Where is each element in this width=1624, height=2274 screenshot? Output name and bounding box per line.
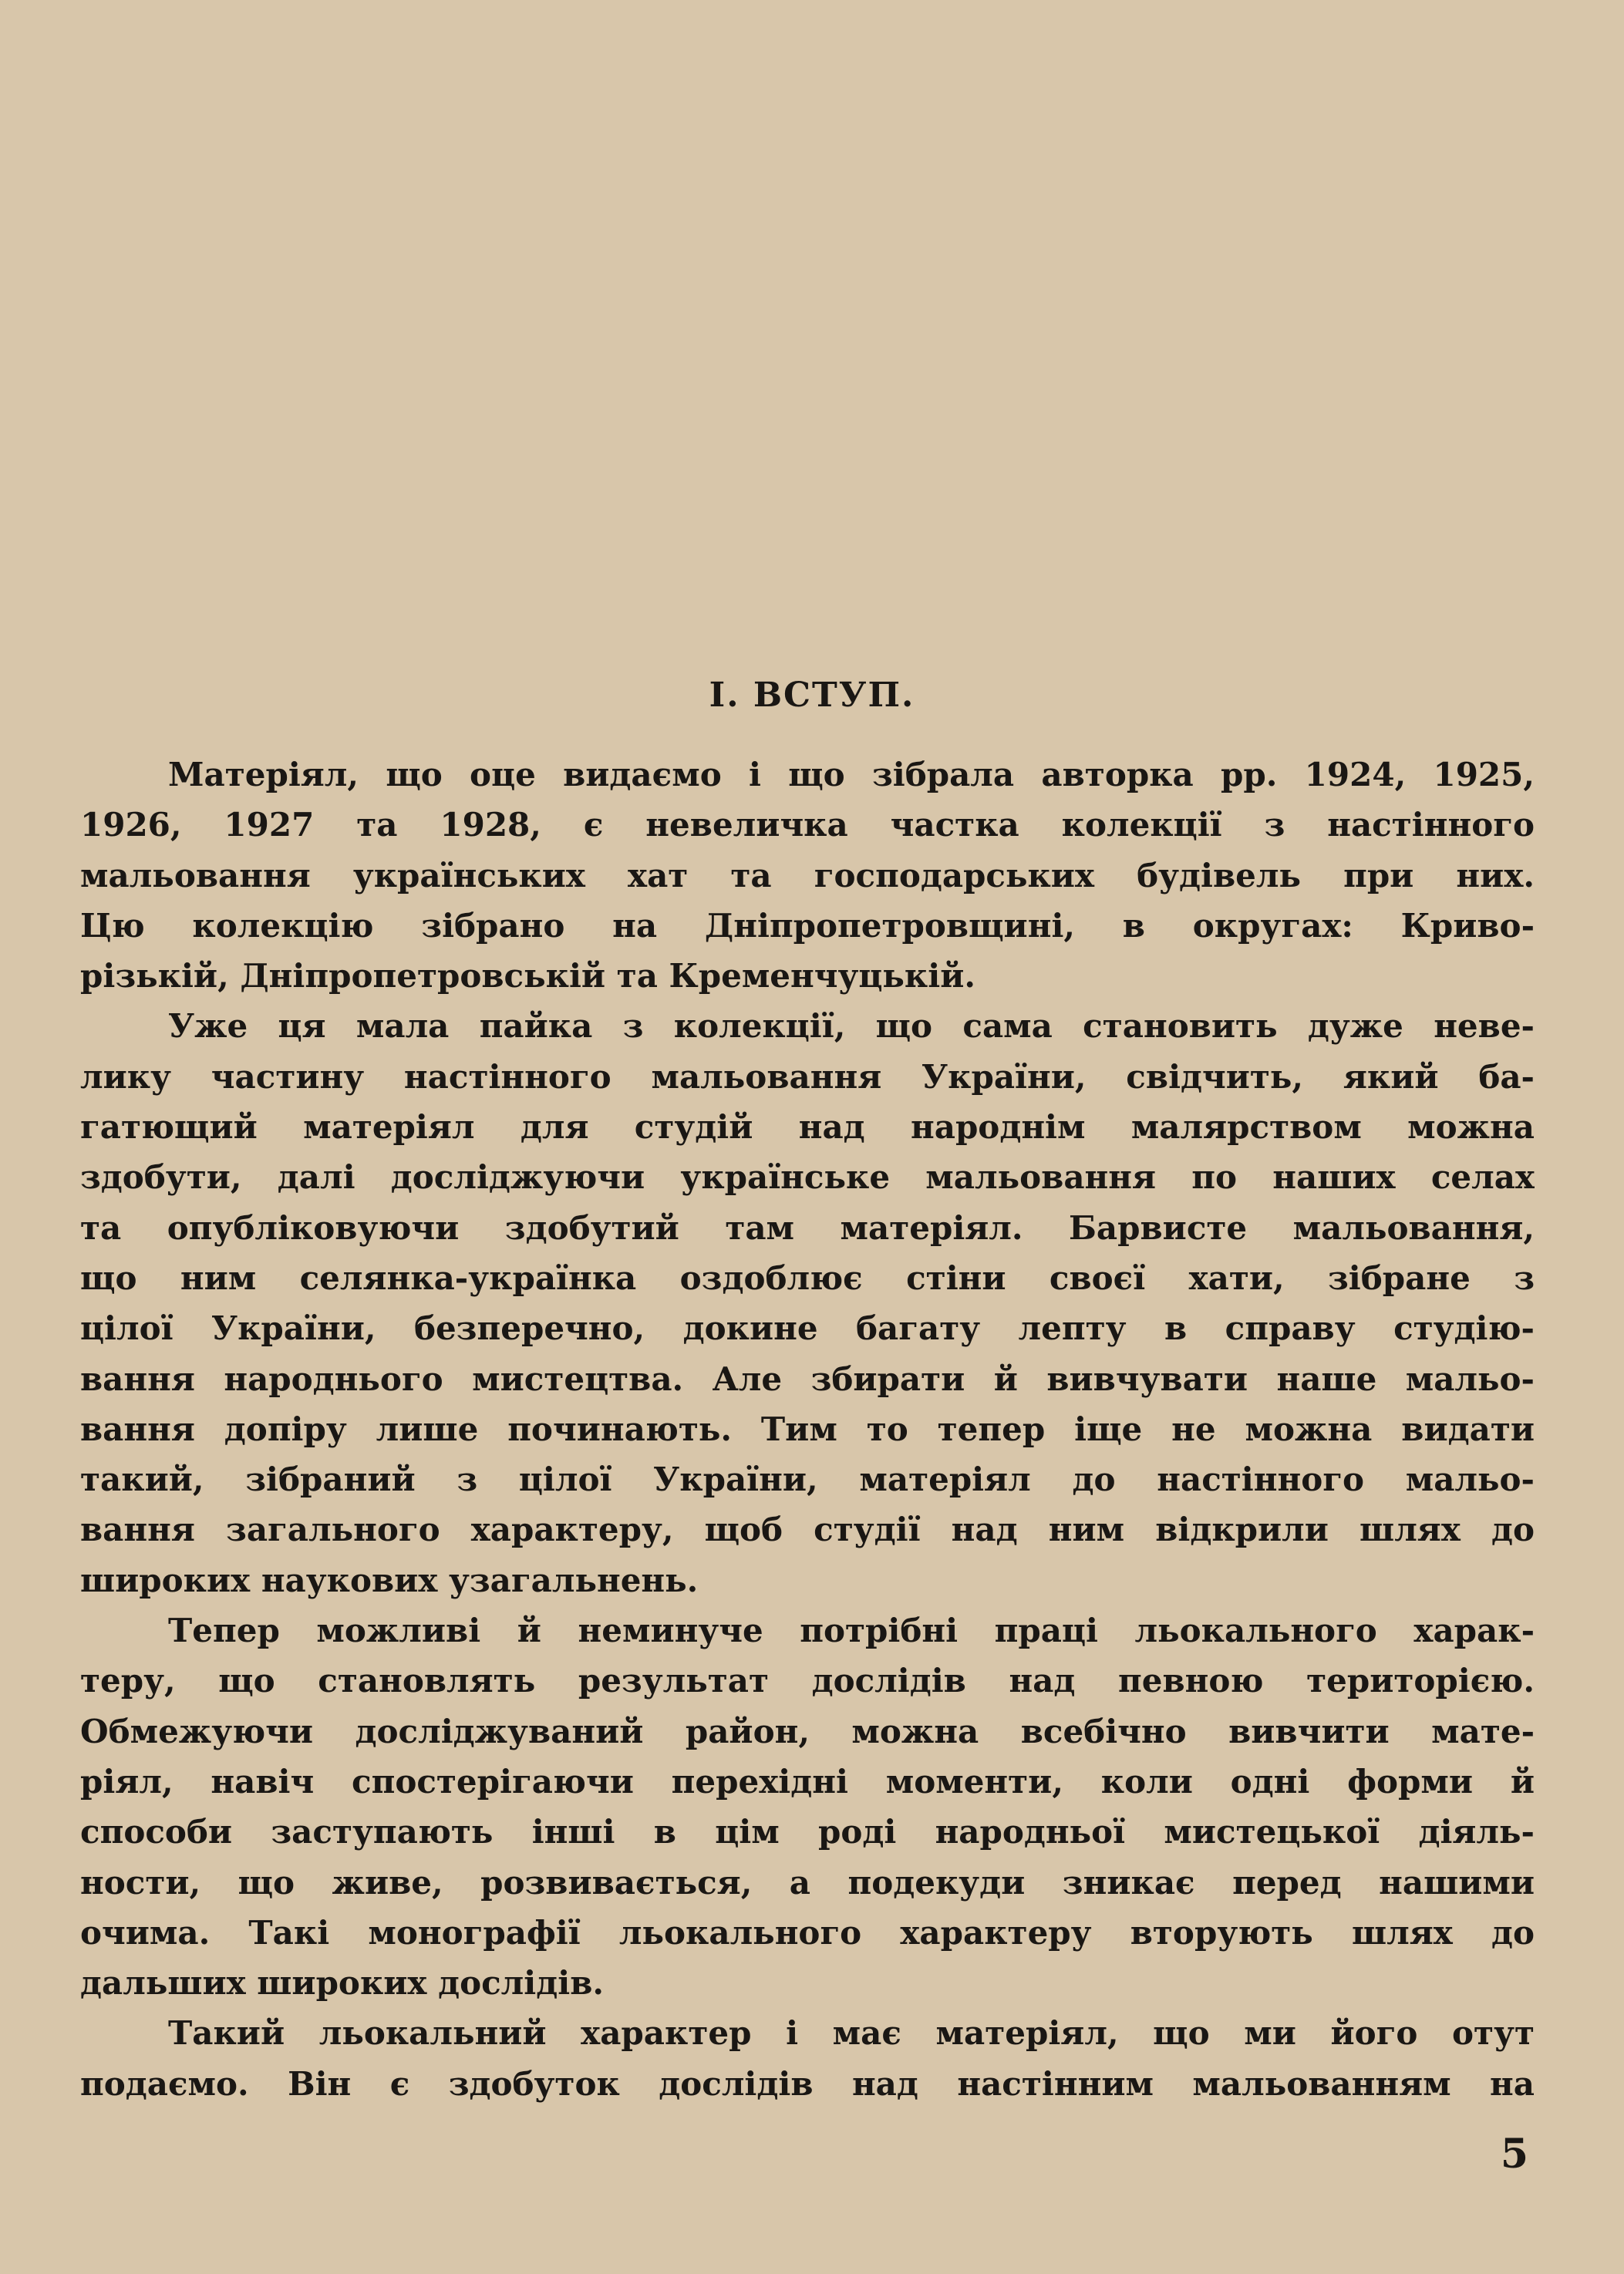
text-line: 1926, 1927 та 1928, є невеличка частка колекції з настінного (80, 806, 1535, 844)
text-line: Тепер можливі й неминуче потрібні праці льокального харак- (168, 1612, 1535, 1650)
text-line: гатющий матеріял для студій над народнім малярством можна (80, 1108, 1535, 1147)
paragraph-4 (80, 2008, 1535, 2109)
text-line: Обмежуючи досліджуваний район, можна всебічно вивчити мате- (80, 1712, 1535, 1750)
text-line: вання допіру лише починають. Тим то тепер іще не можна видати (80, 1410, 1535, 1448)
text-line: Матеріял, що оце видаємо і що зібрала авторка рр. 1924, 1925, (168, 756, 1535, 793)
body-text (80, 750, 1535, 2109)
section-heading: I. ВСТУП. (709, 675, 915, 715)
text-line: Такий льокальний характер і має матеріял, що ми його отут (168, 2014, 1535, 2053)
text-line: вання загального характеру, щоб студії над ним відкрили шлях до (80, 1511, 1535, 1549)
text-line: дальших широких дослідів. (80, 1964, 604, 2003)
text-line: різькій, Дніпропетровській та Кременчуцькій. (80, 957, 975, 996)
text-line: Цю колекцію зібрано на Дніпропетровщині, в округах: Криво- (80, 906, 1535, 945)
text-line: способи заступають інші в цім роді народньої мистецької діяль- (80, 1813, 1535, 1851)
text-line: здобути, далі досліджуючи українське мальовання по наших селах (80, 1158, 1535, 1197)
text-line: Уже ця мала пайка з колекції, що сама становить дуже неве- (168, 1007, 1535, 1046)
text-line: теру, що становлять результат дослідів над певною територією. (80, 1662, 1535, 1700)
text-line: ности, що живе, розвивається, а подекуди зникає перед нашими (80, 1863, 1535, 1902)
text-line: подаємо. Він є здобуток дослідів над настінним мальованням на (80, 2064, 1535, 2103)
paragraph-1 (80, 750, 1535, 1001)
text-line: що ним селянка-українка оздоблює стіни своєї хати, зібране з (80, 1258, 1535, 1297)
text-line: мальовання українських хат та господарських будівель при них. (80, 856, 1535, 894)
text-line: очима. Такі монографії льокального характеру вторують шлях до (80, 1913, 1535, 1952)
text-line: такий, зібраний з цілої України, матеріял до настінного мальо- (80, 1460, 1535, 1499)
text-line: широких наукових узагальнень. (80, 1561, 699, 1599)
text-line: лику частину настінного мальовання України, свідчить, який ба- (80, 1057, 1535, 1096)
text-line: ріял, навіч спостерігаючи перехідні моменти, коли одні форми й (80, 1762, 1535, 1801)
text-line: та опубліковуючи здобутий там матеріял. Барвисте мальовання, (80, 1208, 1535, 1247)
text-line: вання народнього мистецтва. Але збирати й вивчувати наше мальо- (80, 1359, 1535, 1398)
paragraph-3 (80, 1605, 1535, 2008)
text-line: цілої України, безперечно, докине багату лепту в справу студію- (80, 1309, 1535, 1348)
paragraph-2 (80, 1001, 1535, 1605)
page-number: 5 (1500, 2131, 1528, 2178)
